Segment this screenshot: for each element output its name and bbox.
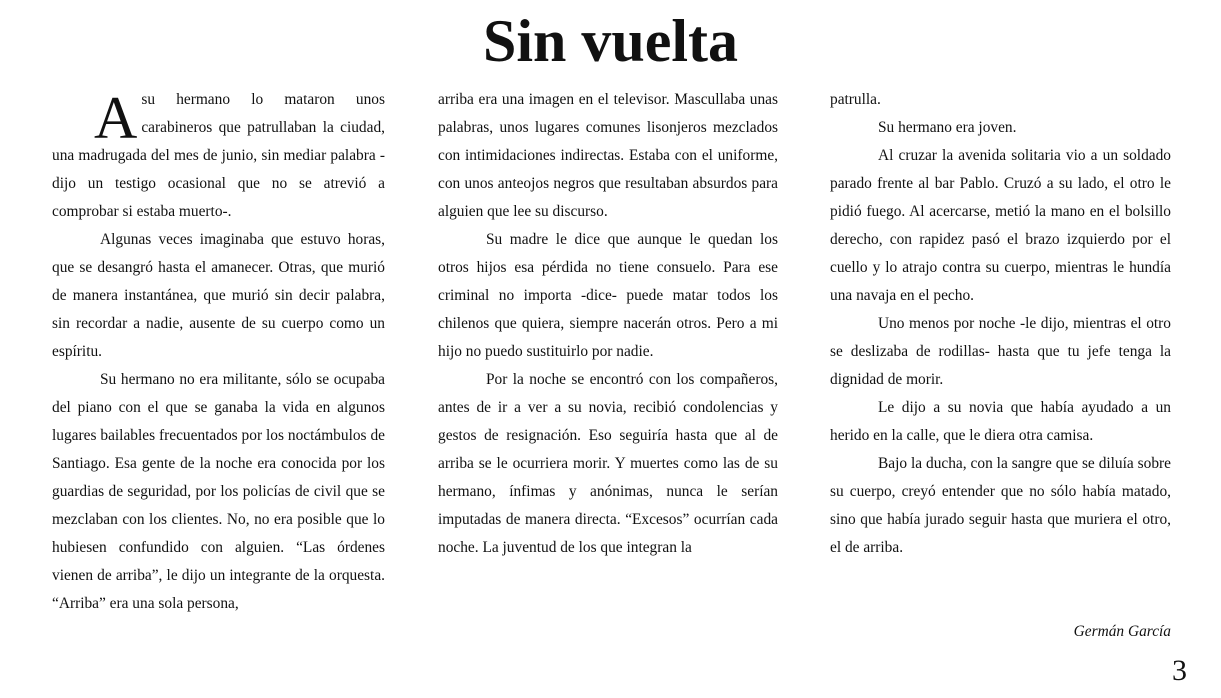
page-title: Sin vuelta (482, 8, 739, 74)
paragraph: Uno menos por noche -le dijo, mientras el otro se deslizaba de rodillas- hasta que tu jefe tenga la dignidad de morir. (830, 315, 1171, 388)
paragraph (52, 86, 385, 226)
paragraph: Al cruzar la avenida solitaria vio a un soldado parado frente al bar Pablo. Cruzó a su lado, el otro le pidió fuego. Al acercarse, metió la mano en el bolsillo derecho, con rapidez pasó el brazo izquierdo por el cuello y lo atrajo contra su cuerpo, mientras le hundía una navaja en el pecho. (830, 147, 1171, 304)
paragraph: Su madre le dice que aunque le quedan los otros hijos esa pérdida no tiene consuelo. Para ese criminal no importa -dice- puede matar todos los chilenos que quiera, siempre nacerán otros. Pero a mi hijo no puedo sustituirlo por nadie. (438, 231, 778, 360)
paragraph-text: su hermano lo mataron unos carabineros que patrullaban la ciudad, una madrugada del mes de junio, sin mediar palabra -dijo un testigo ocasional que no se atrevió a comprobar si estaba muerto-. (52, 91, 385, 220)
text-column-2 (438, 86, 778, 562)
drop-cap: A (94, 85, 138, 151)
paragraph: arriba era una imagen en el televisor. Mascullaba unas palabras, unos lugares comunes lisonjeros mezclados con intimidaciones indirectas. Estaba con el uniforme, con unos anteojos negros que resultaban absurdos para alguien que lee su discurso. (438, 91, 778, 220)
paragraph: Su hermano no era militante, sólo se ocupaba del piano con el que se ganaba la vida en algunos lugares bailables frecuentados por los noctámbulos de Santiago. Esa gente de la noche era conocida por los guardias de seguridad, por los policías de civil que se mezclaban con los clientes. No, no era posible que lo hubiesen confundido con alguien. “Las órdenes vienen de arriba”, le dijo un integrante de la orquesta. “Arriba” era una sola persona, (52, 371, 385, 612)
page-number: 3 (1172, 654, 1187, 687)
text-column-1 (52, 86, 385, 618)
paragraph: Por la noche se encontró con los compañeros, antes de ir a ver a su novia, recibió condolencias y gestos de resignación. Eso seguiría hasta que al de arriba se le ocurriera morir. Y muertes como las de su hermano, ínfimas y anónimas, nunca le serían imputadas de manera directa. “Excesos” ocurrían cada noche. La juventud de los que integran la (438, 371, 778, 556)
paragraph: Bajo la ducha, con la sangre que se diluía sobre su cuerpo, creyó entender que no sólo había matado, sino que había jurado seguir hasta que muriera el otro, el de arriba. (830, 455, 1171, 556)
paragraph: Le dijo a su novia que había ayudado a un herido en la calle, que le diera otra camisa. (830, 399, 1171, 444)
author-signature: Germán García (1073, 623, 1171, 640)
text-column-3 (830, 86, 1171, 562)
paragraph: Algunas veces imaginaba que estuvo horas, que se desangró hasta el amanecer. Otras, que murió de manera instantánea, que murió sin decir palabra, sin recordar a nadie, ausente de su cuerpo como un espíritu. (52, 231, 385, 360)
paragraph: patrulla. (830, 91, 881, 108)
paragraph: Su hermano era joven. (878, 119, 1017, 136)
